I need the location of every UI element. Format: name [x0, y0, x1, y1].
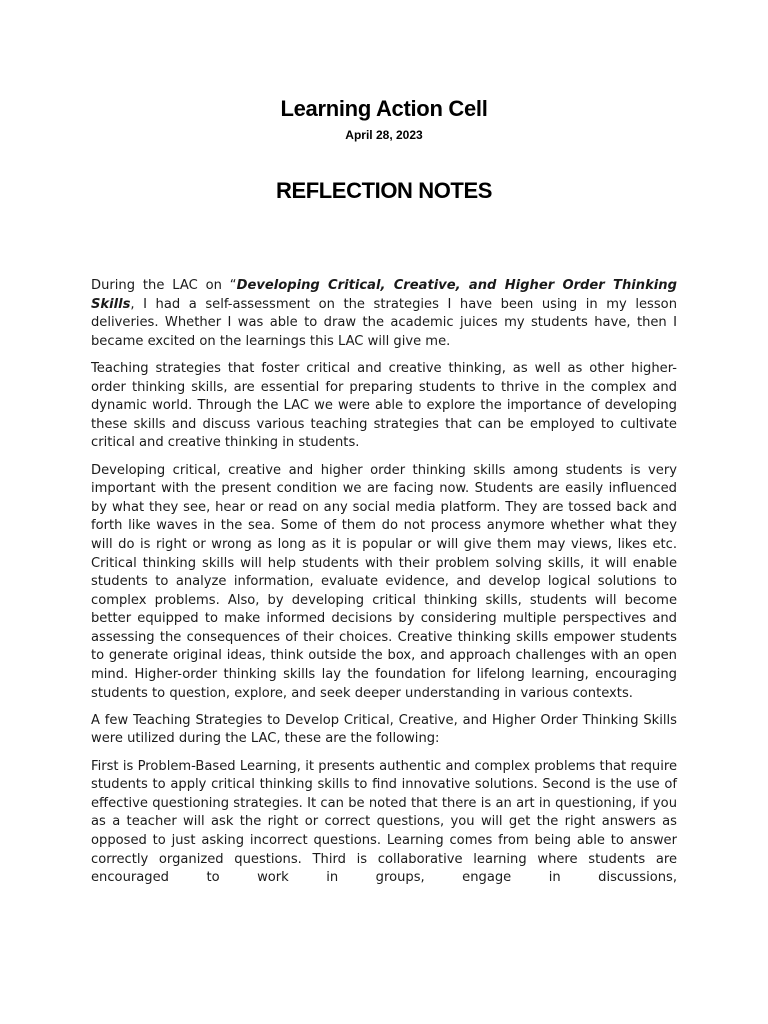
- paragraph-2: Teaching strategies that foster critical and creative thinking, as well as other higher-order thinking skills, are essential for preparing students to thrive in the complex and dynamic world. Through the LAC we were able to explore the importance of developing these skills and discuss various teaching strategies that can be employed to cultivate critical and creative thinking in students.: [91, 360, 677, 451]
- paragraph-3: Developing critical, creative and higher order thinking skills among students is very important with the present condition we are facing now. Students are easily influenced by what they see, hear or read on any social media platform. They are tossed back and forth like waves in the sea. Some of them do not process anymore whether what they will do is right or wrong as long as it is popular or will give them may views, likes etc. Critical thinking skills will help students with their problem solving skills, it will enable students to analyze information, evaluate evidence, and develop logical solutions to complex problems. Also, by developing critical thinking skills, students will become better equipped to make informed decisions by considering multiple perspectives and assessing the consequences of their choices. Creative thinking skills empower students to generate original ideas, think outside the box, and approach challenges with an open mind. Higher-order thinking skills lay the foundation for lifelong learning, encouraging students to question, explore, and seek deeper understanding in various contexts.: [91, 462, 677, 701]
- paragraph-1-lead: During the LAC on “: [91, 278, 237, 293]
- paragraph-4: A few Teaching Strategies to Develop Critical, Creative, and Higher Order Thinking Skills were utilized during the LAC, these are the following:: [91, 712, 677, 747]
- document-body: [91, 277, 677, 896]
- lac-topic-emphasis: Developing Critical, Creative, and Higher Order Thinking Skills: [91, 278, 677, 312]
- document-title: Learning Action Cell: [280, 96, 488, 121]
- paragraph-5: First is Problem-Based Learning, it presents authentic and complex problems that require students to apply critical thinking skills to find innovative solutions. Second is the use of effective questioning strategies. It can be noted that there is an art in questioning, if you as a teacher will ask the right or correct questions, you will get the right answers as opposed to just asking incorrect questions. Learning comes from being able to answer correctly organized questions. Third is collaborative learning where students are encouraged to work in groups, engage in discussions,: [91, 758, 677, 886]
- section-title: REFLECTION NOTES: [275, 178, 493, 203]
- paragraph-1: [91, 277, 677, 351]
- paragraph-1-rest: , I had a self-assessment on the strategies I have been using in my lesson deliveries. Whether I was able to draw the academic juices my students have, then I became excited on the learnings this LAC will give me.: [91, 296, 677, 349]
- document-date: April 28, 2023: [345, 128, 423, 142]
